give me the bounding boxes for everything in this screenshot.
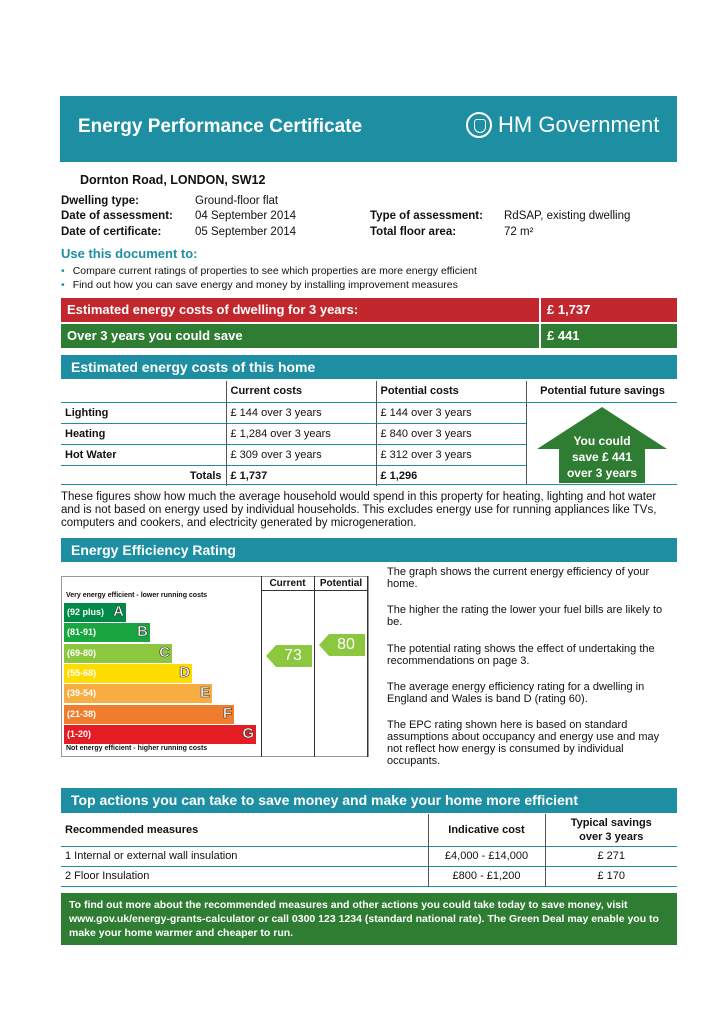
band-range: (55-68) (67, 667, 97, 678)
row-label: Heating (65, 427, 106, 440)
potential-column-header: Potential (319, 578, 363, 589)
rating-band-a (64, 603, 126, 622)
table-row (61, 444, 526, 465)
savings-line: over 3 years (566, 466, 638, 480)
rating-band-f (64, 705, 234, 724)
dwelling-type-label: Dwelling type: (61, 195, 139, 207)
cost-cell: £800 - £1,200 (428, 866, 545, 886)
page-title: Energy Performance Certificate (78, 116, 363, 137)
divider (526, 381, 527, 484)
divider (61, 484, 677, 485)
savings-cell: £ 271 (545, 846, 677, 866)
row-potential: £ 312 over 3 years (376, 444, 526, 465)
savings-header-line: over 3 years (579, 830, 644, 843)
actions-section-title: Top actions you can take to save money and make your home more efficient (61, 788, 677, 813)
rating-text: The potential rating shows the effect of undertaking the recommendations on page 3. (387, 643, 655, 667)
savings-line: You could (573, 434, 631, 448)
band-letter: D (179, 663, 190, 681)
table-row (61, 402, 526, 423)
savings-bar (61, 324, 677, 348)
footer-info-box (61, 893, 677, 945)
rating-text: The EPC rating shown here is based on standard assumptions about occupancy and energy use and may not reflect how energy is consumed by individual occupants. (387, 719, 660, 767)
rating-band-c (64, 644, 172, 663)
rating-band-e (64, 684, 212, 703)
hm-government-logo (466, 112, 659, 138)
certificate-date-label: Date of certificate: (61, 226, 162, 238)
row-potential: £ 840 over 3 years (376, 423, 526, 444)
rating-text: The average energy efficiency rating for a dwelling in England and Wales is band D (rating 60). (387, 681, 645, 705)
current-column-header: Current (269, 578, 306, 589)
assessment-type-label: Type of assessment: (370, 210, 483, 222)
band-letter: C (159, 643, 170, 661)
savings-arrow-text (559, 433, 645, 481)
footer-line[interactable]: www.gov.uk/energy-grants-calculator or call 0300 123 1234 (standard national rate). The Green Deal may enable you to (69, 913, 659, 925)
divider (261, 590, 368, 591)
costs-table (61, 381, 526, 486)
certificate-date-value: 05 September 2014 (195, 226, 297, 238)
divider (526, 402, 677, 403)
rating-band-d (64, 664, 192, 683)
row-current: £ 144 over 3 years (226, 402, 376, 423)
band-range: (92 plus) (67, 607, 105, 617)
band-range: (1-20) (67, 728, 92, 739)
potential-rating-value: 80 (337, 636, 355, 653)
band-letter: E (199, 684, 210, 702)
top-caption: Very energy efficient - lower running costs (66, 592, 208, 599)
assessment-type-value: RdSAP, existing dwelling (504, 210, 631, 222)
divider (261, 576, 262, 757)
property-address: Dornton Road, LONDON, SW12 (80, 173, 266, 187)
row-current: £ 1,284 over 3 years (226, 423, 376, 444)
savings-line: save £ 441 (571, 450, 633, 464)
totals-potential: £ 1,296 (376, 465, 526, 486)
costs-header-current: Current costs (226, 381, 376, 402)
divider (367, 576, 368, 757)
footer-line: make your home warmer and cheaper to run. (69, 927, 294, 939)
use-bullet: • Compare current ratings of properties to see which properties are more energy efficient (61, 265, 477, 277)
row-current: £ 309 over 3 years (226, 444, 376, 465)
band-letter: F (222, 704, 232, 722)
floor-area-label: Total floor area: (370, 226, 457, 238)
measures-header: Recommended measures (65, 823, 199, 836)
savings-cell: £ 170 (545, 866, 677, 886)
costs-header-potential: Potential costs (376, 381, 526, 402)
band-letter: A (113, 603, 124, 620)
assessment-date-label: Date of assessment: (61, 210, 173, 222)
floor-area-value: 72 m² (504, 226, 534, 238)
table-row (61, 423, 526, 444)
estimated-costs-bar (61, 298, 677, 322)
savings-header-line: Typical savings (570, 816, 652, 829)
rating-band-b (64, 623, 150, 642)
assessment-date-value: 04 September 2014 (195, 210, 297, 222)
band-range: (39-54) (67, 688, 97, 699)
costs-note: These figures show how much the average household would spend in this property for heating, lighting and hot water and is not based on energy used by individual households. This excludes energy use for running appliances like TVs, computers and cookers, and electricity generated by microgeneration. (61, 491, 657, 529)
row-potential: £ 144 over 3 years (376, 402, 526, 423)
measure-cell: 2 Floor Insulation (65, 870, 150, 882)
row-label: Lighting (65, 406, 109, 419)
rating-text: The graph shows the current energy efficiency of your home. (387, 566, 650, 590)
row-label: Hot Water (65, 448, 117, 461)
estimated-costs-label: Estimated energy costs of dwelling for 3 years: (67, 302, 359, 317)
use-document-title: Use this document to: (61, 246, 198, 261)
totals-current: £ 1,737 (226, 465, 376, 486)
savings-value: £ 441 (547, 328, 580, 343)
logo-text: HM Government (498, 112, 660, 137)
band-range: (81-91) (67, 627, 97, 638)
band-letter: G (242, 724, 254, 742)
royal-crest-icon (466, 112, 492, 138)
totals-row (61, 465, 526, 486)
actions-table (61, 814, 677, 887)
bottom-caption: Not energy efficient - higher running costs (66, 745, 208, 752)
current-rating-value: 73 (284, 647, 302, 664)
totals-label: Totals (189, 469, 222, 482)
cost-header: Indicative cost (428, 814, 545, 846)
future-savings-header: Potential future savings (540, 385, 665, 397)
footer-line: To find out more about the recommended measures and other actions you could take today to save money, visit (69, 899, 628, 911)
savings-header (545, 814, 677, 846)
savings-label: Over 3 years you could save (67, 328, 243, 343)
measure-cell: 1 Internal or external wall insulation (65, 850, 238, 862)
rating-text: The higher the rating the lower your fuel bills are likely to be. (387, 604, 663, 628)
band-letter: B (137, 623, 148, 641)
costs-section-title: Estimated energy costs of this home (61, 355, 677, 379)
use-bullet: • Find out how you can save energy and money by installing improvement measures (61, 279, 458, 291)
table-row (61, 866, 677, 886)
divider (314, 576, 315, 757)
band-range: (69-80) (67, 647, 97, 658)
cost-cell: £4,000 - £14,000 (428, 846, 545, 866)
table-row (61, 846, 677, 866)
rating-band-g (64, 725, 256, 744)
band-range: (21-38) (67, 708, 97, 719)
estimated-costs-value: £ 1,737 (547, 302, 591, 317)
rating-section-title: Energy Efficiency Rating (61, 538, 677, 562)
dwelling-type-value: Ground-floor flat (195, 195, 279, 207)
